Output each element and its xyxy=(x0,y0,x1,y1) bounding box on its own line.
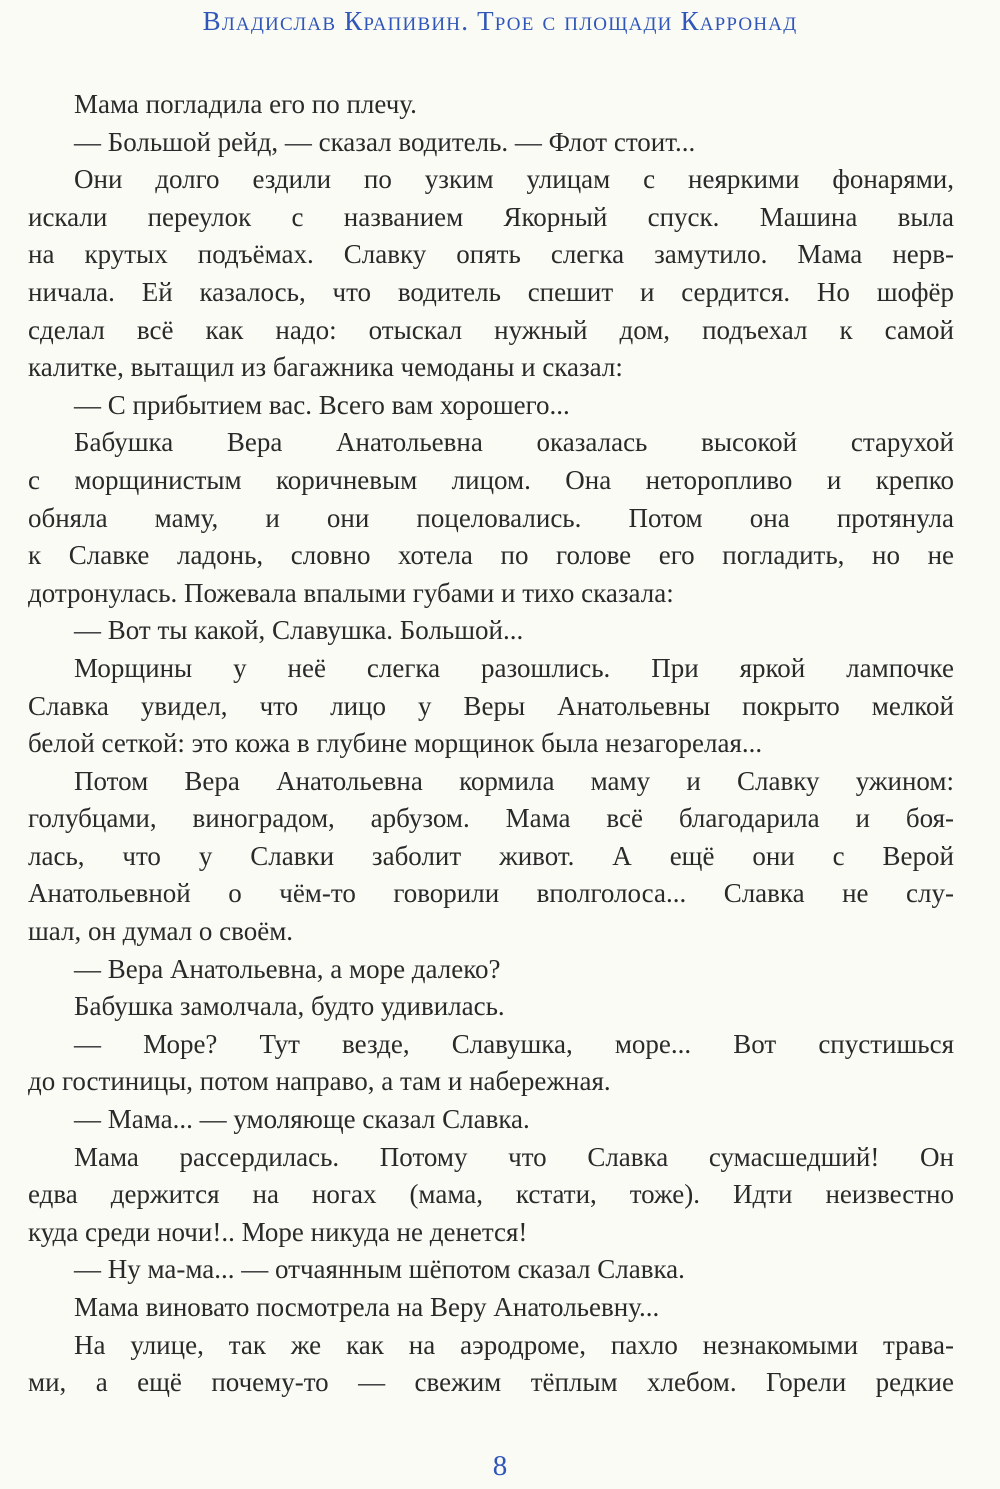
text-line: — Вот ты какой, Славушка. Большой... xyxy=(74,615,524,646)
text-line: белой сеткой: это кожа в глубине морщинок была незагорелая... xyxy=(28,728,763,759)
running-header: Владислав Крапивин. Трое с площади Карронад xyxy=(202,6,798,36)
text-line: Бабушка Вера Анатольевна оказалась высокой старухой xyxy=(74,427,954,458)
text-line: — Большой рейд, — сказал водитель. — Флот стоит... xyxy=(74,126,696,157)
text-line: до гостиницы, потом направо, а там и набережная. xyxy=(28,1066,611,1097)
text-line: шал, он думал о своём. xyxy=(28,916,294,947)
page-number: 8 xyxy=(492,1450,508,1482)
text-line: Потом Вера Анатольевна кормила маму и Славку ужином: xyxy=(74,765,954,796)
text-line: сделал всё как надо: отыскал нужный дом, подъехал к самой xyxy=(28,314,954,345)
text-line: Мама рассердилась. Потому что Славка сумасшедший! Он xyxy=(74,1141,954,1172)
text-line: — Ну ма-ма... — отчаянным шёпотом сказал Славка. xyxy=(74,1254,685,1285)
text-line: Бабушка замолчала, будто удивилась. xyxy=(74,991,505,1022)
text-line: куда среди ночи!.. Море никуда не денется! xyxy=(28,1216,528,1247)
text-line: калитке, вытащил из багажника чемоданы и сказал: xyxy=(28,352,623,383)
text-line: — Море? Тут везде, Славушка, море... Вот спустишься xyxy=(74,1028,954,1059)
text-line: — С прибытием вас. Всего вам хорошего... xyxy=(74,389,570,420)
text-line: Они долго ездили по узким улицам с неяркими фонарями, xyxy=(74,164,954,195)
text-line: — Вера Анатольевна, а море далеко? xyxy=(74,953,501,984)
text-line: к Славке ладонь, словно хотела по голове его погладить, но не xyxy=(28,540,954,571)
text-line: едва держится на ногах (мама, кстати, тоже). Идти неизвестно xyxy=(28,1179,954,1210)
text-line: Анатольевной о чём-то говорили вполголоса... Славка не слу- xyxy=(28,878,954,909)
text-line: голубцами, виноградом, арбузом. Мама всё благодарила и боя- xyxy=(28,803,954,834)
text-line: — Мама... — умоляюще сказал Славка. xyxy=(74,1104,530,1135)
text-line: ми, а ещё почему-то — свежим тёплым хлебом. Горели редкие xyxy=(28,1367,954,1398)
text-line: на крутых подъёмах. Славку опять слегка замутило. Мама нерв- xyxy=(28,239,954,270)
text-line: ничала. Ей казалось, что водитель спешит и сердится. Но шофёр xyxy=(28,276,954,307)
text-line: Морщины у неё слегка разошлись. При яркой лампочке xyxy=(74,652,954,683)
text-line: обняла маму, и они поцеловались. Потом она протянула xyxy=(28,502,954,533)
page-text xyxy=(28,86,954,1402)
text-line: с морщинистым коричневым лицом. Она неторопливо и крепко xyxy=(28,464,954,495)
text-line: Славка увидел, что лицо у Веры Анатольевны покрыто мелкой xyxy=(28,690,954,721)
text-line: дотронулась. Пожевала впалыми губами и тихо сказала: xyxy=(28,577,674,608)
text-line: Мама виновато посмотрела на Веру Анатольевну... xyxy=(74,1292,660,1322)
text-line: лась, что у Славки заболит живот. А ещё они с Верой xyxy=(28,840,954,871)
text-line: На улице, так же как на аэродроме, пахло незнакомыми трава- xyxy=(74,1329,954,1360)
text-line: Мама погладила его по плечу. xyxy=(74,89,417,119)
text-line: искали переулок с названием Якорный спуск. Машина выла xyxy=(28,201,954,232)
